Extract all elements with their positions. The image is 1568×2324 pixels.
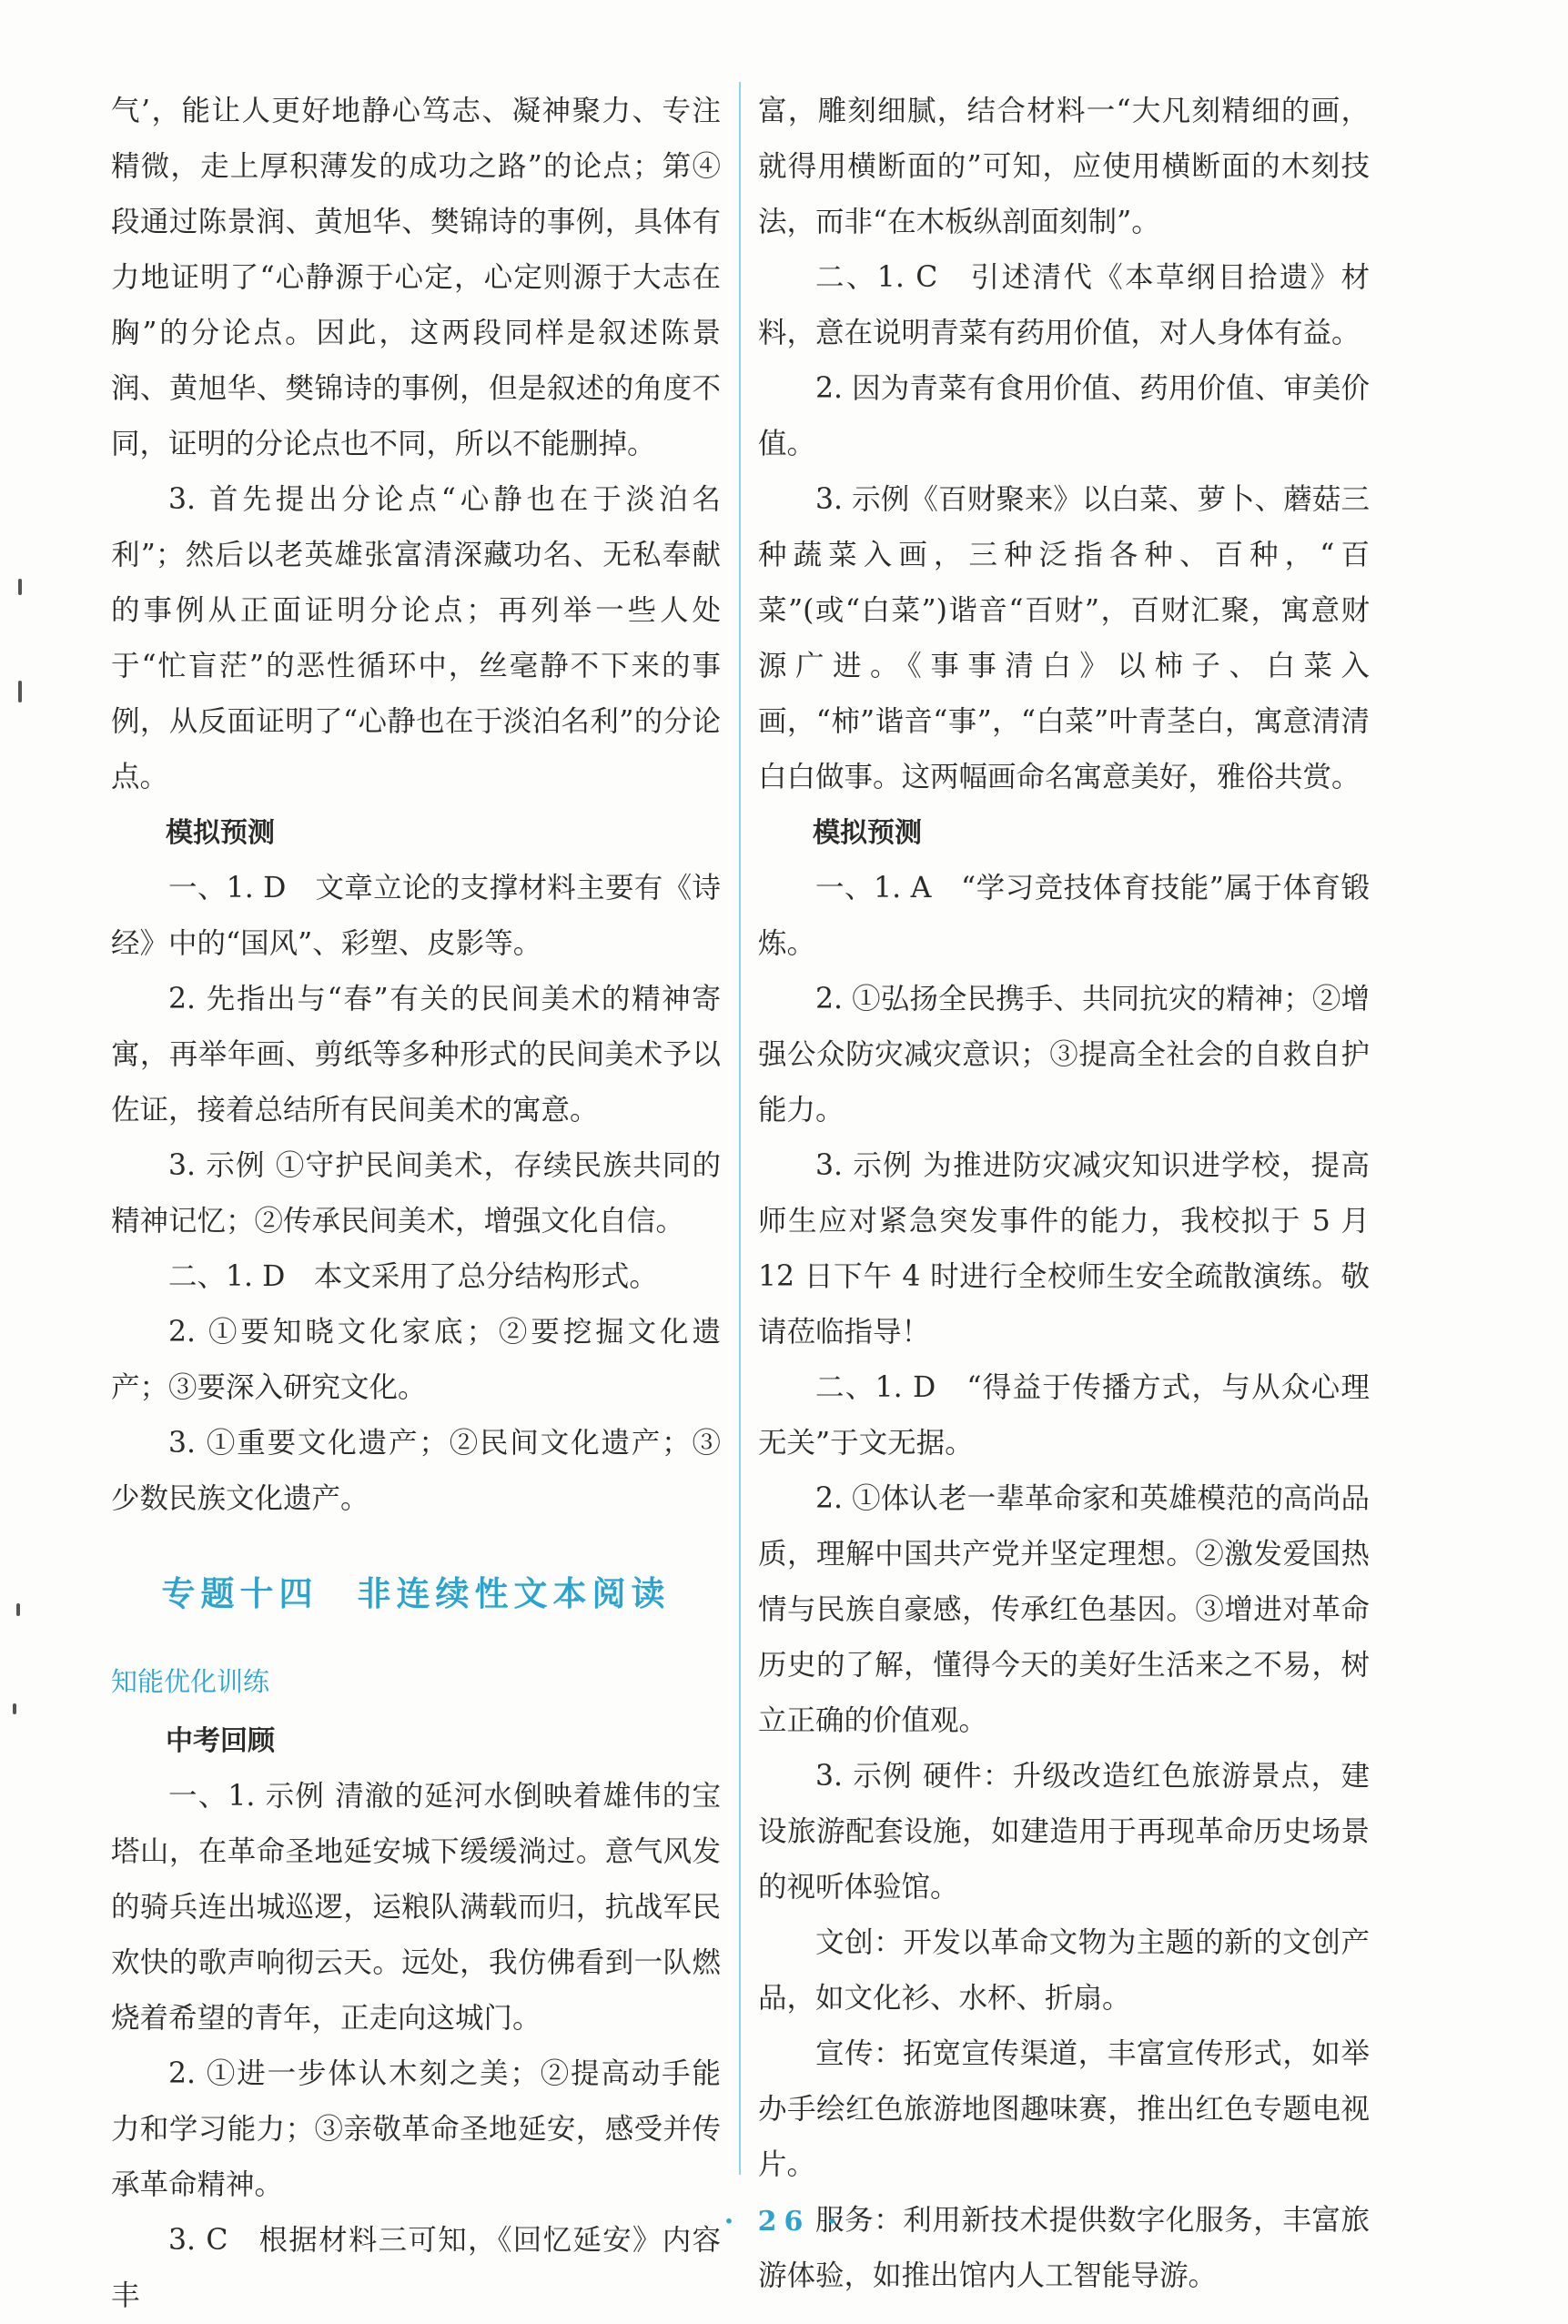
paragraph: 二、1. D 本文采用了总分结构形式。 bbox=[168, 1260, 658, 1293]
subheading-mock-test: 模拟预测 bbox=[166, 817, 275, 849]
scan-mark bbox=[18, 579, 22, 595]
paragraph: 2. 先指出与“春”有关的民间美术的精神寄寓，再举年画、剪纸等多种形式的民间美术予以佐证，接着总结所有民间美术的寓意。 bbox=[111, 983, 721, 1127]
paragraph: 2. ①弘扬全民携手、共同抗灾的精神；②增强公众防灾减灾意识；③提高全社会的自救自护能力。 bbox=[758, 983, 1370, 1127]
paragraph: 3. 示例 ①守护民间美术，存续民族共同的精神记忆；②传承民间美术，增强文化自信。 bbox=[111, 1149, 721, 1238]
scan-mark bbox=[13, 1703, 16, 1714]
page-number: · 26 · bbox=[723, 2206, 845, 2238]
subheading-exam-review: 中考回顾 bbox=[166, 1725, 275, 1757]
subheading-mock-test: 模拟预测 bbox=[813, 817, 922, 849]
paragraph: 3. 示例 硬件：升级改造红色旅游景点，建设旅游配套设施，如建造用于再现革命历史场景的视听体验馆。 bbox=[758, 1760, 1370, 1904]
paragraph: 3. 示例《百财聚来》以白菜、萝卜、蘑菇三种蔬菜入画，三种泛指各种、百种，“百菜”(或“白菜”)谐音“百财”，百财汇聚，寓意财源广进。《事事清白》以柿子、白菜入画，“柿”谐音“事”，“白菜”叶青茎白，寓意清清白白做事。这两幅画命名寓意美好，雅俗共赏。 bbox=[758, 483, 1370, 793]
paragraph: 2. ①体认老一辈革命家和英雄模范的高尚品质，理解中国共产党并坚定理想。②激发爱国热情与民族自豪感，传承红色基因。③增进对革命历史的了解，懂得今天的美好生活来之不易，树立正确的价值观。 bbox=[758, 1482, 1370, 1737]
paragraph: 二、1. D “得益于传播方式，与从众心理无关”于文无据。 bbox=[758, 1371, 1370, 1460]
scan-mark bbox=[18, 681, 22, 702]
left-column bbox=[111, 84, 721, 2324]
paragraph: 2. 因为青菜有食用价值、药用价值、审美价值。 bbox=[758, 372, 1370, 460]
paragraph: 3. ①重要文化遗产；②民间文化遗产；③少数民族文化遗产。 bbox=[111, 1427, 721, 1515]
paragraph: 3. C 根据材料三可知，《回忆延安》内容丰 bbox=[111, 2224, 721, 2312]
paragraph: 3. 示例 为推进防灾减灾知识进学校，提高师生应对紧急突发事件的能力，我校拟于 5 月 12 日下午 4 时进行全校师生安全疏散演练。敬请莅临指导！ bbox=[758, 1149, 1370, 1349]
scan-mark bbox=[16, 1603, 20, 1616]
paragraph: 一、1. 示例 清澈的延河水倒映着雄伟的宝塔山，在革命圣地延安城下缓缓淌过。意气风发的骑兵连出城巡逻，运粮队满载而归，抗战军民欢快的歌声响彻云天。远处，我仿佛看到一队燃烧着希望的青年，正走向这城门。 bbox=[111, 1780, 721, 2035]
topic-title: 专题十四 非连续性文本阅读 bbox=[161, 1574, 671, 1613]
paragraph: 2. ①要知晓文化家底；②要挖掘文化遗产；③要深入研究文化。 bbox=[111, 1316, 721, 1404]
paragraph: 一、1. D 文章立论的支撑材料主要有《诗经》中的“国风”、彩塑、皮影等。 bbox=[111, 872, 721, 960]
paragraph: 气’，能让人更好地静心笃志、凝神聚力、专注精微，走上厚积薄发的成功之路”的论点；第④段通过陈景润、黄旭华、樊锦诗的事例，具体有力地证明了“心静源于心定，心定则源于大志在胸”的分论点。因此，这两段同样是叙述陈景润、黄旭华、樊锦诗的事例，但是叙述的角度不同，证明的分论点也不同，所以不能删掉。 bbox=[111, 95, 721, 460]
right-column bbox=[758, 84, 1370, 2304]
column-divider bbox=[739, 82, 741, 2175]
paragraph: 富，雕刻细腻，结合材料一“大凡刻精细的画，就得用横断面的”可知，应使用横断面的木刻技法，而非“在木板纵剖面刻制”。 bbox=[758, 95, 1370, 238]
paragraph: 文创：开发以革命文物为主题的新的文创产品，如文化衫、水杯、折扇。 bbox=[758, 1926, 1370, 2015]
section-label: 知能优化训练 bbox=[111, 1666, 270, 1697]
paragraph: 二、1. C 引述清代《本草纲目拾遗》材料，意在说明青菜有药用价值，对人身体有益。 bbox=[758, 261, 1370, 349]
paragraph: 2. ①进一步体认木刻之美；②提高动手能力和学习能力；③亲敬革命圣地延安，感受并传承革命精神。 bbox=[111, 2057, 721, 2201]
paragraph: 宣传：拓宽宣传渠道，丰富宣传形式，如举办手绘红色旅游地图趣味赛，推出红色专题电视片。 bbox=[758, 2037, 1370, 2181]
paragraph: 一、1. A “学习竞技体育技能”属于体育锻炼。 bbox=[758, 872, 1370, 960]
paragraph: 3. 首先提出分论点“心静也在于淡泊名利”；然后以老英雄张富清深藏功名、无私奉献的事例从正面证明分论点；再列举一些人处于“忙盲茫”的恶性循环中，丝毫静不下来的事例，从反面证明了“心静也在于淡泊名利”的分论点。 bbox=[111, 483, 721, 793]
paragraph: 服务：利用新技术提供数字化服务，丰富旅游体验，如推出馆内人工智能导游。 bbox=[758, 2204, 1370, 2292]
